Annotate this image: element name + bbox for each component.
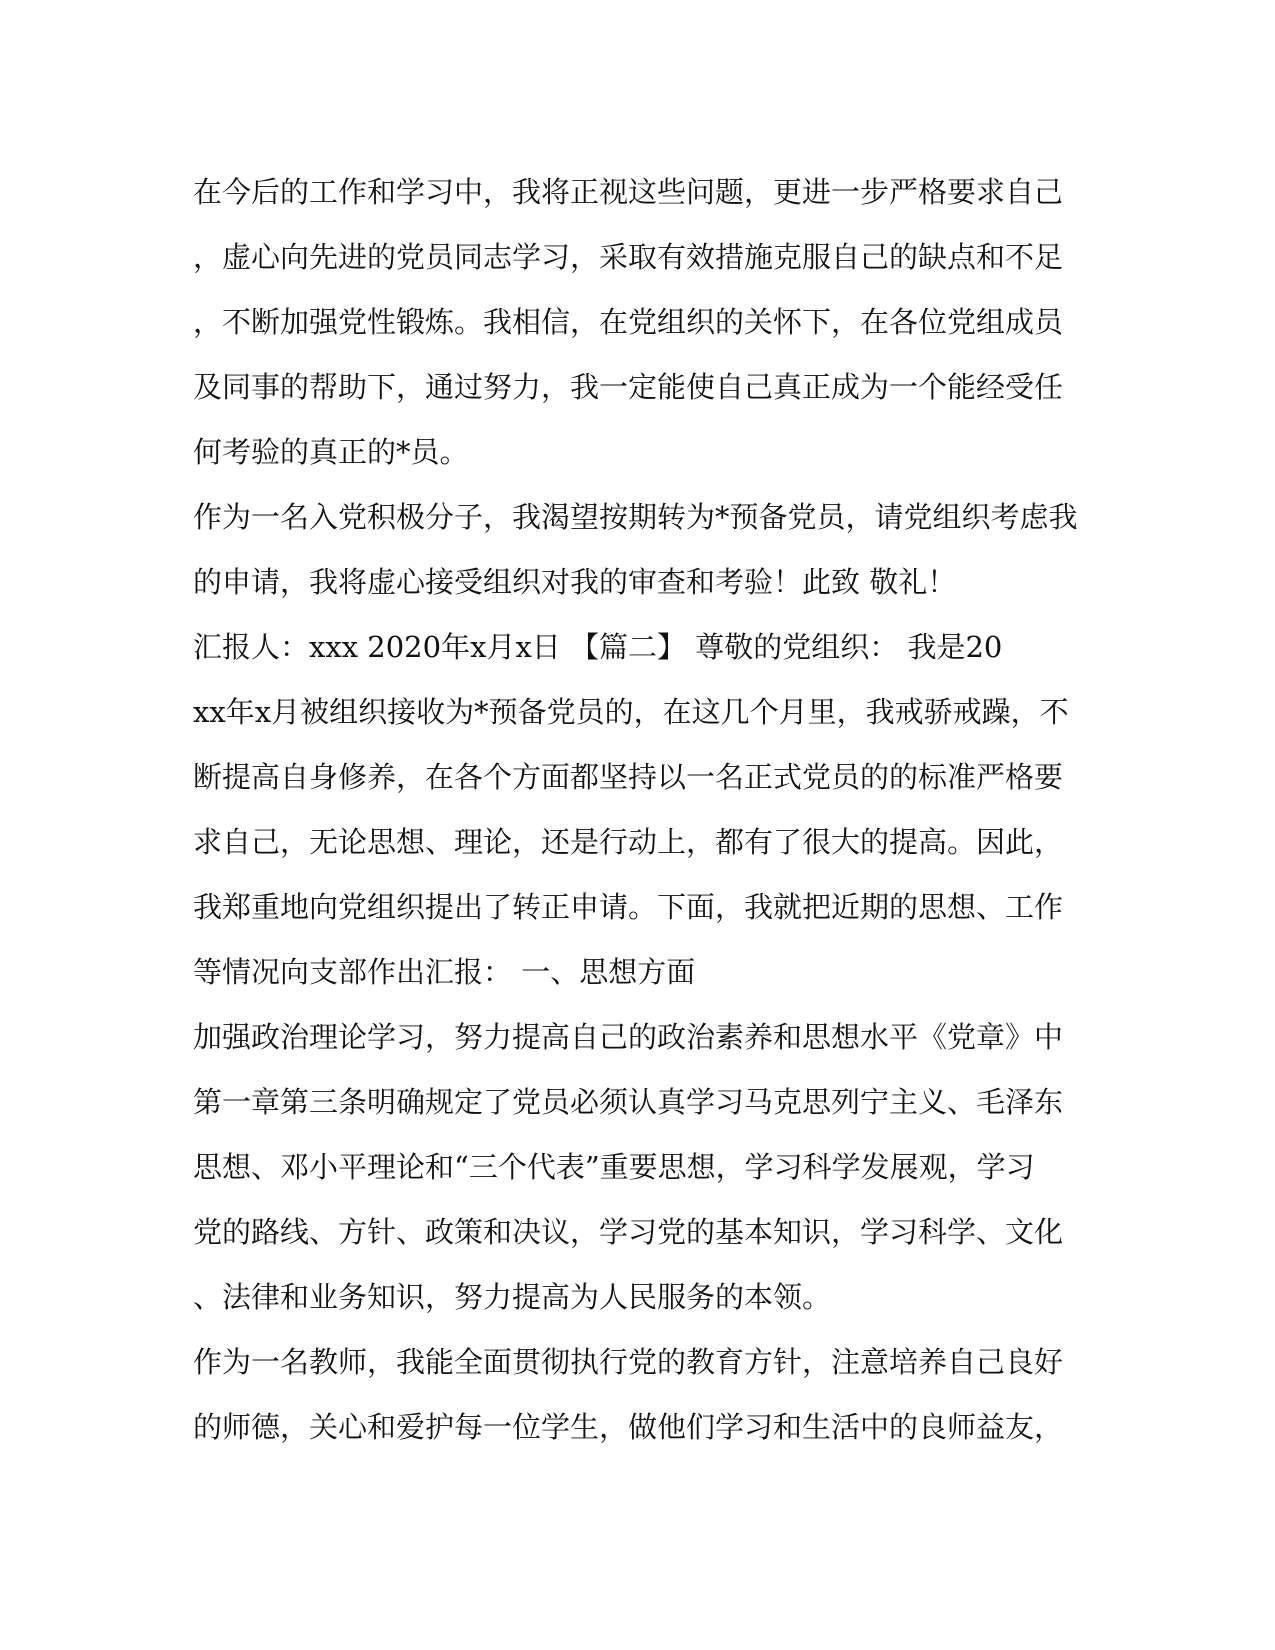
text-line-4: 及同事的帮助下，通过努力，我一定能使自己真正成为一个能经受任 — [193, 370, 1064, 404]
text-line-12: 我郑重地向党组织提出了转正申请。下面，我就把近期的思想、工作 — [193, 890, 1064, 924]
text-line-6: 作为一名入党积极分子，我渴望按期转为*预备党员，请党组织考虑我 — [193, 500, 1078, 534]
text-line-19: 作为一名教师，我能全面贯彻执行党的教育方针，注意培养自己良好 — [193, 1345, 1064, 1379]
text-line-5: 何考验的真正的*员。 — [193, 435, 469, 469]
text-line-9: xx年x月被组织接收为*预备党员的，在这几个月里，我戒骄戒躁，不 — [193, 695, 1069, 729]
text-line-7: 的申请，我将虚心接受组织对我的审查和考验！此致 敬礼！ — [193, 565, 957, 599]
text-line-11: 求自己，无论思想、理论，还是行动上，都有了很大的提高。因此， — [193, 825, 1064, 859]
text-line-20: 的师德，关心和爱护每一位学生，做他们学习和生活中的良师益友， — [193, 1410, 1064, 1444]
text-line-10: 断提高自身修养，在各个方面都坚持以一名正式党员的的标准严格要 — [193, 760, 1064, 794]
text-line-17: 党的路线、方针、政策和决议，学习党的基本知识，学习科学、文化 — [193, 1215, 1064, 1249]
text-line-13: 等情况向支部作出汇报： 一、思想方面 — [193, 955, 696, 989]
text-line-1: 在今后的工作和学习中，我将正视这些问题，更进一步严格要求自己 — [193, 175, 1064, 209]
text-line-3: ，不断加强党性锻炼。我相信，在党组织的关怀下，在各位党组成员 — [193, 305, 1064, 339]
text-line-15: 第一章第三条明确规定了党员必须认真学习马克思列宁主义、毛泽东 — [193, 1085, 1064, 1119]
text-line-14: 加强政治理论学习，努力提高自己的政治素养和思想水平《党章》中 — [193, 1020, 1064, 1054]
text-line-16: 思想、邓小平理论和“三个代表”重要思想，学习科学发展观，学习 — [193, 1150, 1035, 1184]
text-line-2: ，虚心向先进的党员同志学习，采取有效措施克服自己的缺点和不足 — [193, 240, 1064, 274]
text-line-8: 汇报人：xxx 2020年x月x日 【篇二】 尊敬的党组织： 我是20 — [193, 630, 1003, 664]
text-line-18: 、法律和业务知识，努力提高为人民服务的本领。 — [193, 1280, 832, 1314]
body-text — [193, 160, 1093, 1460]
